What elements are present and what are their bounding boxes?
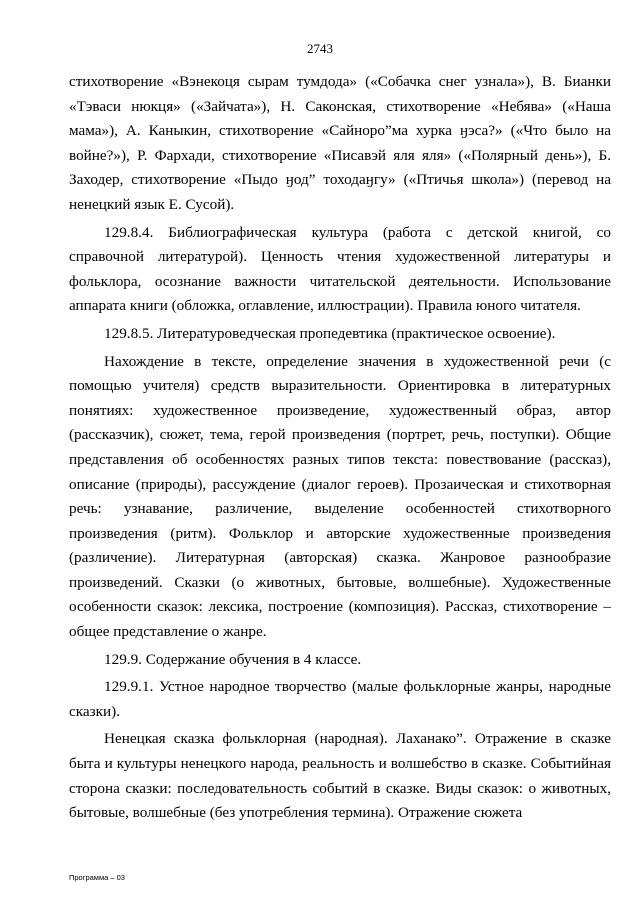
paragraph-expressive-means: Нахождение в тексте, определение значения в художественной речи (с помощью учителя) средств выразительности. Ориентировка в литературных понятиях: художественное произведение, художественный образ, автор (рассказчик), сюжет, тема, герой произведения (портрет, речь, поступки). Общие представления об особенностях разных типов текста: повествование (рассказ), описание (природы), рассуждение (диалог героев). Прозаическая и стихотворная речь: узнавание, различение, выделение особенностей стихотворного произведения (ритм). Фольклор и авторские художественные произведения (различение). Литературная (авторская) сказка. Жанровое разнообразие произведений. Сказки (о животных, бытовые, волшебные). Художественные особенности сказок: лексика, построение (композиция). Рассказ, стихотворение – общее представление о жанре. — [69, 352, 611, 641]
paragraph-literary-propaedeutics: 129.8.5. Литературоведческая пропедевтика (практическое освоение). — [104, 324, 556, 342]
paragraph-authors-list: стихотворение «Вэнекоця сырам тумдода» («Собачка снег узнала»), В. Бианки «Тэваси нюкця» («Зайчата»), Н. Саконская, стихотворение «Небява» («Наша мама»), А. Каныкин, стихотворение «Сайноро”ма хурка ӈэса?» («Что было на войне?»), Р. Фархади, стихотворение «Писавэй яля яля» («Полярный день»), Б. Заходер, стихотворение «Пыдо ӈод” тоходаӈгу» («Птичья школа») (перевод на ненецкий язык Е. Сусой). — [69, 73, 611, 213]
page-number: 2743 — [307, 41, 333, 56]
document-body — [69, 70, 611, 826]
paragraph-bibliographic-culture: 129.8.4. Библиографическая культура (работа с детской книгой, со справочной литературой). Ценность чтения художественной литературы и фольклора, осознание важности читательской деятельности. Использование аппарата книги (обложка, оглавление, иллюстрации). Правила юного читателя. — [69, 223, 611, 315]
paragraph-grade-4-heading: 129.9. Содержание обучения в 4 классе. — [104, 650, 362, 668]
paragraph-nenets-tale: Ненецкая сказка фольклорная (народная). Лаханако”. Отражение в сказке быта и культуры ненецкого народа, реальность и волшебство в сказке. Событийная сторона сказки: последовательность событий в сказке. Виды сказок: о животных, бытовые, волшебные (без употребления термина). Отражение сюжета — [69, 730, 611, 822]
paragraph-oral-folk-art: 129.9.1. Устное народное творчество (малые фольклорные жанры, народные сказки). — [69, 678, 611, 720]
page-footer: Программа – 03 — [69, 873, 125, 882]
